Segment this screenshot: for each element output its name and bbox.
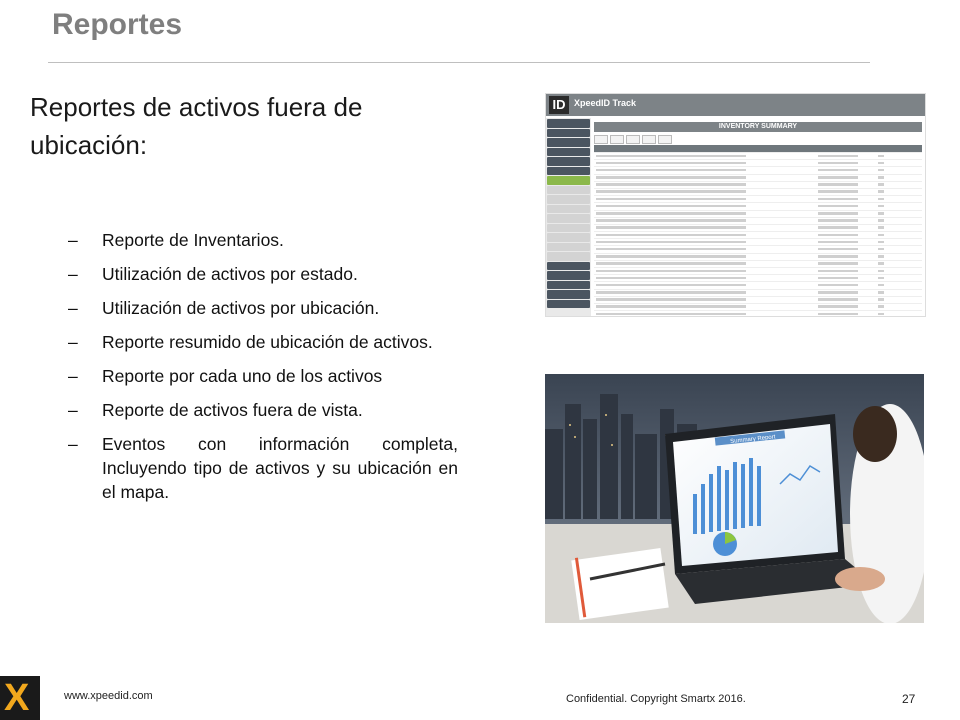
sidebar-item <box>547 167 590 176</box>
table-cell <box>818 155 858 158</box>
table-cell <box>878 212 884 215</box>
table-cell <box>818 270 858 273</box>
table-cell <box>596 262 746 265</box>
table-row <box>594 225 922 232</box>
table-cell <box>878 262 884 265</box>
table-cell <box>878 205 884 208</box>
photo-screen-title: Summary Report <box>730 434 776 446</box>
table-row <box>594 189 922 196</box>
table-cell <box>818 198 858 201</box>
table-cell <box>596 183 746 186</box>
table-header <box>594 145 922 153</box>
table-cell <box>878 248 884 251</box>
sidebar-subitem <box>547 243 590 252</box>
inventory-toolbar <box>594 135 922 145</box>
sidebar-item <box>547 300 590 309</box>
table-cell <box>878 298 884 301</box>
table-row <box>594 160 922 167</box>
bullet-item: – Reporte de activos fuera de vista. <box>68 400 363 420</box>
company-logo <box>0 676 40 720</box>
sidebar-item <box>547 148 590 157</box>
sidebar-subitem <box>547 233 590 242</box>
slide-subtitle: Reportes de activos fuera de ubicación: <box>30 92 363 160</box>
bullet-item: – Utilización de activos por estado. <box>68 264 358 284</box>
table-cell <box>596 155 746 158</box>
app-logo: ID <box>549 96 569 114</box>
table-cell <box>596 226 746 229</box>
table-row <box>594 153 922 160</box>
app-sidebar <box>546 118 591 316</box>
table-cell <box>596 291 746 294</box>
table-cell <box>878 284 884 287</box>
inventory-table <box>594 145 922 317</box>
bullet-marker: – <box>68 434 78 454</box>
table-cell <box>878 155 884 158</box>
table-cell <box>596 169 746 172</box>
table-cell <box>878 291 884 294</box>
table-cell <box>818 162 858 165</box>
table-cell <box>596 305 746 308</box>
table-cell <box>818 298 858 301</box>
sidebar-item <box>547 129 590 138</box>
table-cell <box>596 219 746 222</box>
table-cell <box>818 291 858 294</box>
title-divider <box>48 62 870 63</box>
table-cell <box>596 176 746 179</box>
table-cell <box>878 183 884 186</box>
table-row <box>594 268 922 275</box>
table-cell <box>878 176 884 179</box>
table-cell <box>818 176 858 179</box>
table-row <box>594 218 922 225</box>
toolbar-button <box>658 135 672 144</box>
table-row <box>594 167 922 174</box>
table-cell <box>878 313 884 316</box>
table-cell <box>818 190 858 193</box>
bullet-item: – Utilización de activos por ubicación. <box>68 298 380 318</box>
bullet-marker: – <box>68 298 78 318</box>
table-row <box>594 182 922 189</box>
sidebar-item <box>547 138 590 147</box>
table-cell <box>878 198 884 201</box>
table-cell <box>596 248 746 251</box>
sidebar-item <box>547 281 590 290</box>
footer-confidential: Confidential. Copyright Smartx 2016. <box>566 693 746 705</box>
table-row <box>594 203 922 210</box>
table-cell <box>818 255 858 258</box>
table-cell <box>818 284 858 287</box>
table-row <box>594 175 922 182</box>
table-cell <box>878 162 884 165</box>
table-cell <box>818 277 858 280</box>
table-cell <box>818 212 858 215</box>
table-cell <box>878 190 884 193</box>
table-cell <box>596 241 746 244</box>
logo-glyph: X <box>4 677 30 719</box>
toolbar-button <box>610 135 624 144</box>
table-cell <box>596 255 746 258</box>
table-row <box>594 261 922 268</box>
sidebar-item <box>547 262 590 271</box>
sidebar-subitem <box>547 224 590 233</box>
sidebar-subitem <box>547 214 590 223</box>
table-row <box>594 246 922 253</box>
table-cell <box>818 183 858 186</box>
table-cell <box>878 270 884 273</box>
table-cell <box>878 305 884 308</box>
sidebar-subitem <box>547 205 590 214</box>
sidebar-subitem <box>547 195 590 204</box>
bullet-item: – Eventos con información completa, Incluyendo tipo de activos y su ubicación en el mapa. <box>68 434 458 502</box>
table-cell <box>596 298 746 301</box>
sidebar-item <box>547 290 590 299</box>
table-row <box>594 297 922 304</box>
table-cell <box>878 169 884 172</box>
laptop-photo <box>545 374 924 623</box>
table-cell <box>818 219 858 222</box>
bullet-marker: – <box>68 230 78 250</box>
table-row <box>594 282 922 289</box>
inventory-title: INVENTORY SUMMARY <box>594 122 922 132</box>
table-cell <box>596 284 746 287</box>
table-cell <box>818 305 858 308</box>
table-row <box>594 254 922 261</box>
table-row <box>594 290 922 297</box>
table-cell <box>878 219 884 222</box>
table-cell <box>596 162 746 165</box>
table-cell <box>596 212 746 215</box>
table-row <box>594 211 922 218</box>
table-cell <box>818 205 858 208</box>
table-cell <box>818 169 858 172</box>
table-cell <box>818 313 858 316</box>
table-cell <box>818 226 858 229</box>
table-cell <box>596 313 746 316</box>
sidebar-item <box>547 157 590 166</box>
sidebar-subitem <box>547 186 590 195</box>
inventory-panel <box>594 122 922 316</box>
table-cell <box>878 241 884 244</box>
inventory-screenshot <box>545 93 926 317</box>
toolbar-button <box>642 135 656 144</box>
table-cell <box>596 205 746 208</box>
table-row <box>594 239 922 246</box>
bullet-marker: – <box>68 264 78 284</box>
sidebar-item-selected <box>547 176 590 185</box>
toolbar-button <box>626 135 640 144</box>
table-cell <box>878 226 884 229</box>
sidebar-item <box>547 119 590 128</box>
bullet-list <box>68 228 458 514</box>
sidebar-subitem <box>547 252 590 261</box>
bullet-item: – Reporte de Inventarios. <box>68 230 284 250</box>
table-row <box>594 311 922 317</box>
table-cell <box>596 277 746 280</box>
table-cell <box>596 234 746 237</box>
bullet-item: – Reporte por cada uno de los activos <box>68 366 383 386</box>
laptop-photo-image <box>545 374 924 623</box>
table-row <box>594 232 922 239</box>
table-cell <box>596 198 746 201</box>
page-number: 27 <box>902 692 916 706</box>
sidebar-item <box>547 271 590 280</box>
table-cell <box>878 277 884 280</box>
bullet-marker: – <box>68 366 78 386</box>
slide-title: Reportes <box>52 8 183 41</box>
table-cell <box>596 270 746 273</box>
table-cell <box>818 248 858 251</box>
table-cell <box>596 190 746 193</box>
bullet-marker: – <box>68 400 78 420</box>
app-name: XpeedID Track <box>574 98 637 108</box>
table-cell <box>818 234 858 237</box>
table-cell <box>878 234 884 237</box>
bullet-item: – Reporte resumido de ubicación de activos. <box>68 332 433 352</box>
table-row <box>594 304 922 311</box>
app-header <box>546 94 925 116</box>
table-cell <box>818 262 858 265</box>
table-row <box>594 275 922 282</box>
toolbar-button <box>594 135 608 144</box>
table-row <box>594 196 922 203</box>
table-cell <box>878 255 884 258</box>
bullet-marker: – <box>68 332 78 352</box>
footer-url[interactable]: www.xpeedid.com <box>64 690 153 702</box>
table-cell <box>818 241 858 244</box>
